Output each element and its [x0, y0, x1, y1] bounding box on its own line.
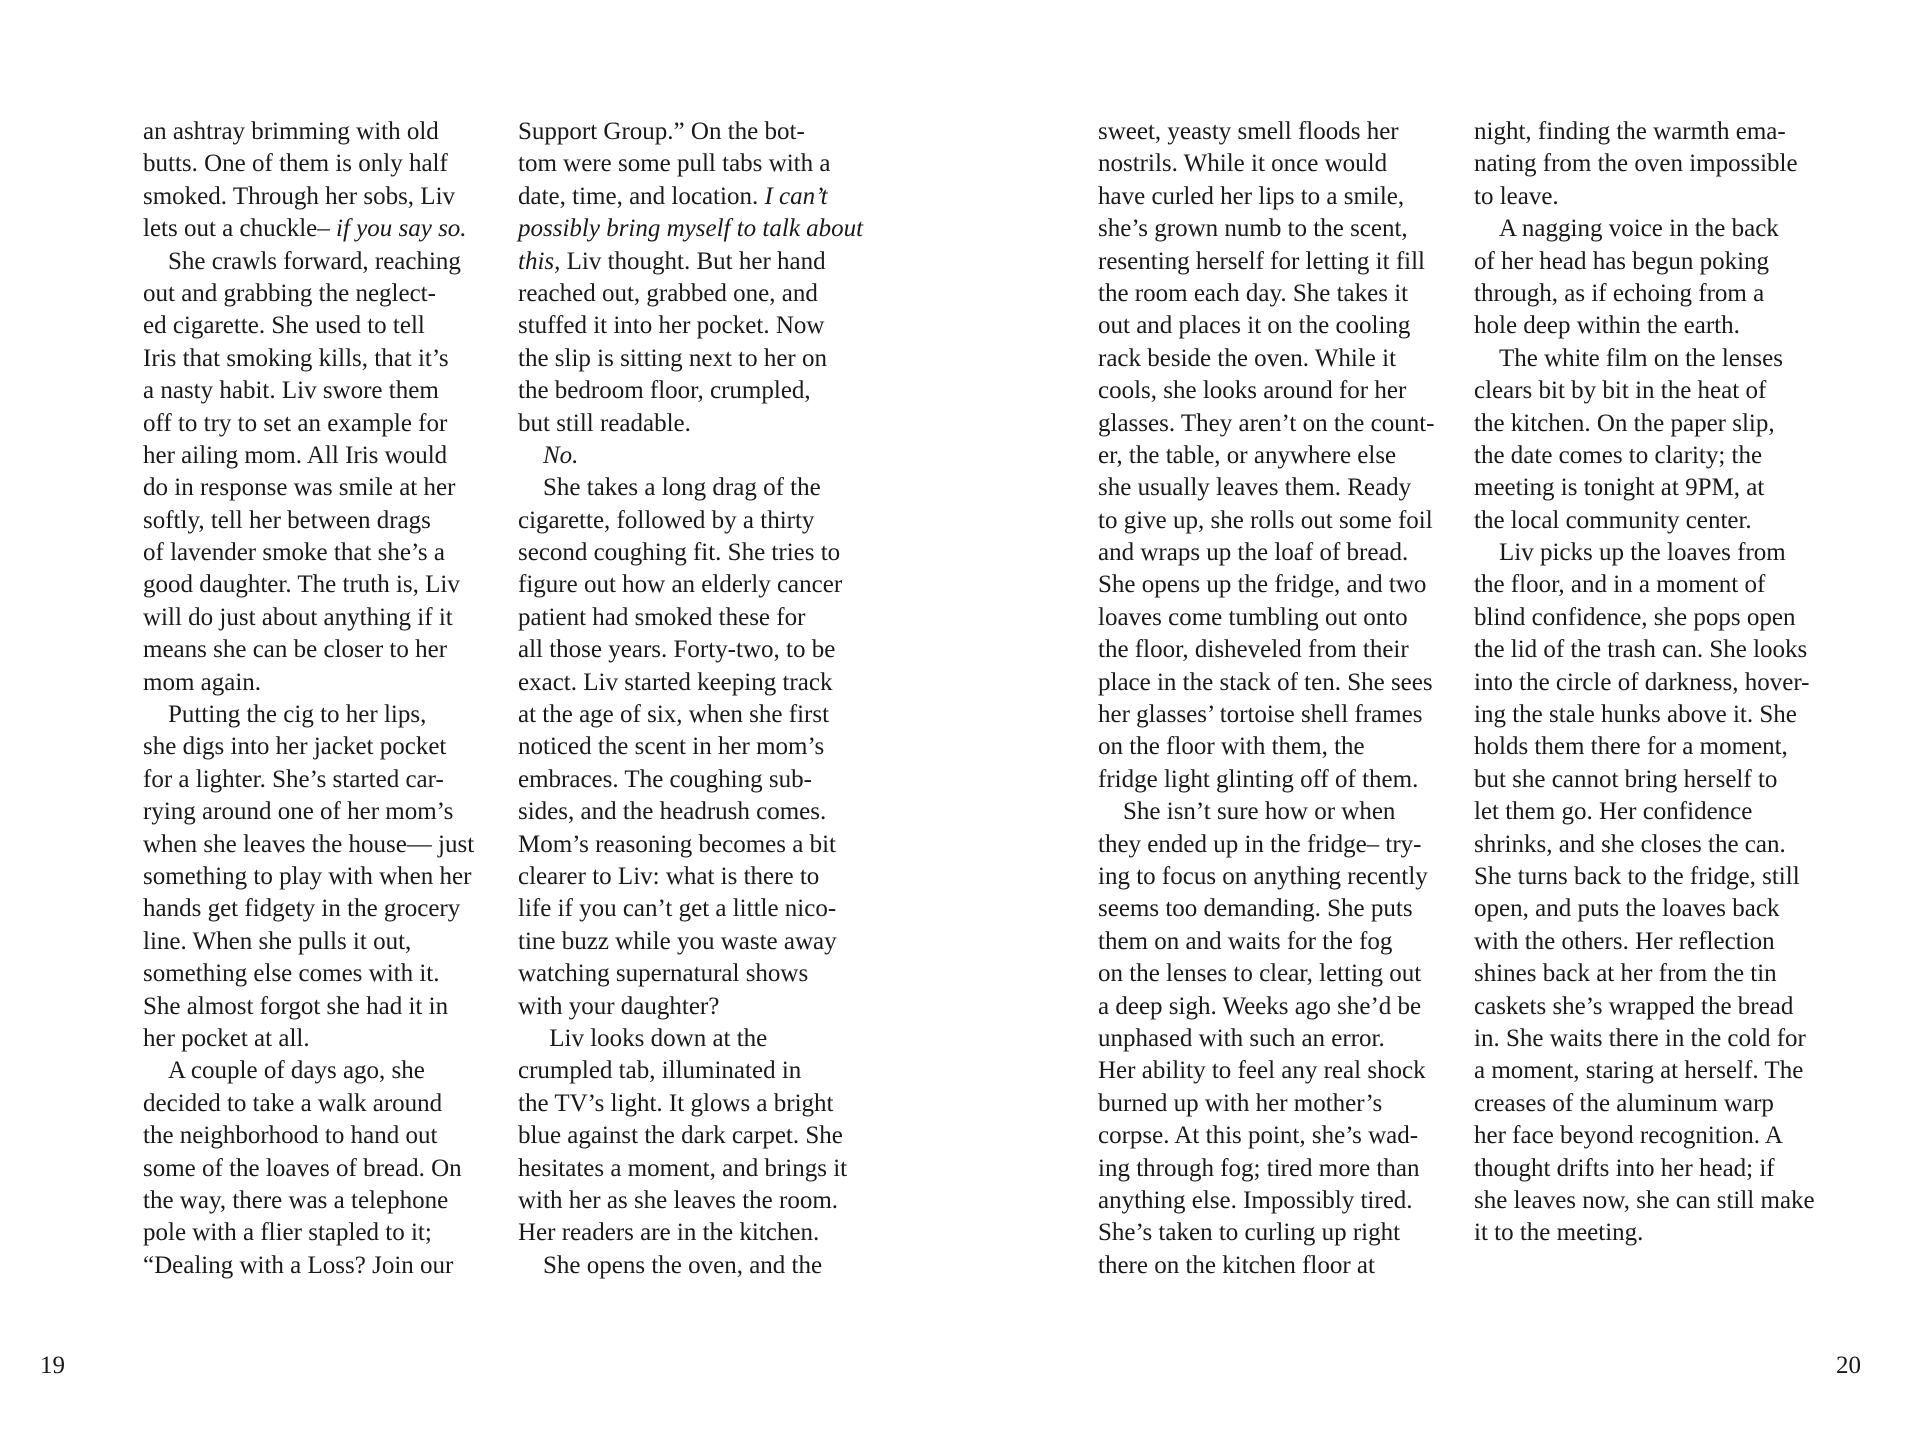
text-run: the floor, and in a moment of: [1474, 571, 1766, 599]
text-run: a nasty habit. Liv swore them: [143, 377, 439, 405]
text-line: [518, 1153, 868, 1185]
text-line: [1474, 958, 1824, 990]
text-run: cigarette, followed by a thirty: [518, 506, 815, 534]
text-line: [1474, 764, 1824, 796]
text-line: [1474, 343, 1824, 375]
text-line: [518, 569, 868, 601]
text-line: [143, 1185, 493, 1217]
text-run: good daughter. The truth is, Liv: [143, 571, 460, 599]
text-run: her glasses’ tortoise shell frames: [1098, 701, 1423, 729]
text-line: [143, 667, 493, 699]
text-line: [1474, 926, 1824, 958]
text-line: [1474, 1153, 1824, 1185]
text-run: into the circle of darkness, hover-: [1474, 668, 1810, 696]
text-line: [1098, 472, 1448, 504]
text-run: shrinks, and she closes the can.: [1474, 830, 1786, 858]
text-run: place in the stack of ten. She sees: [1098, 668, 1433, 696]
text-line: [1474, 893, 1824, 925]
text-line: [1474, 634, 1824, 666]
text-line: [143, 278, 493, 310]
text-run: exact. Liv started keeping track: [518, 668, 833, 696]
text-line: [143, 1120, 493, 1152]
text-run: rack beside the oven. While it: [1098, 344, 1397, 372]
text-run: something else comes with it.: [143, 960, 440, 988]
text-run: with her as she leaves the room.: [518, 1186, 839, 1214]
text-line: [1098, 1217, 1448, 1249]
text-line: [518, 1055, 868, 1087]
text-line: [143, 181, 493, 213]
text-line: [1098, 861, 1448, 893]
text-run: night, finding the warmth ema-: [1474, 118, 1786, 145]
text-run: them on and waits for the fog: [1098, 927, 1393, 955]
page-19-column-2: [518, 116, 868, 1282]
text-run: pole with a flier stapled to it;: [143, 1219, 432, 1247]
text-line: [518, 1120, 868, 1152]
text-run: her pocket at all.: [143, 1024, 310, 1052]
text-run: A couple of days ago, she: [143, 1057, 425, 1085]
text-run: Liv picks up the loaves from: [1474, 539, 1786, 567]
text-line: [518, 991, 868, 1023]
text-line: [143, 893, 493, 925]
text-run: She crawls forward, reaching: [143, 247, 461, 275]
text-run: glasses. They aren’t on the count-: [1098, 409, 1435, 437]
text-line: [518, 505, 868, 537]
text-line: [518, 440, 868, 472]
text-run: A nagging voice in the back: [1474, 215, 1779, 243]
text-run: on the lenses to clear, letting out: [1098, 960, 1422, 988]
text-line: [1474, 1023, 1824, 1055]
text-line: [1098, 569, 1448, 601]
text-line: [143, 731, 493, 763]
text-line: [1474, 213, 1824, 245]
text-line: [518, 278, 868, 310]
text-run: reached out, grabbed one, and: [518, 279, 818, 307]
text-run: mom again.: [143, 668, 262, 696]
text-run: some of the loaves of bread. On: [143, 1154, 462, 1182]
page-number-right: 20: [1836, 1352, 1861, 1379]
text-line: [143, 375, 493, 407]
text-line: [1098, 246, 1448, 278]
text-line: [518, 699, 868, 731]
text-line: [518, 861, 868, 893]
text-run: Her ability to feel any real shock: [1098, 1057, 1426, 1085]
text-run: cools, she looks around for her: [1098, 377, 1407, 405]
text-run: hole deep within the earth.: [1474, 312, 1740, 340]
text-line: [1474, 829, 1824, 861]
text-line: [518, 213, 868, 245]
text-run: ing to focus on anything recently: [1098, 862, 1428, 890]
text-run: her face beyond recognition. A: [1474, 1122, 1783, 1150]
text-line: [518, 408, 868, 440]
text-line: [1474, 148, 1824, 180]
text-line: [518, 893, 868, 925]
text-line: [143, 958, 493, 990]
text-run: she’s grown numb to the scent,: [1098, 215, 1408, 243]
text-run: out and places it on the cooling: [1098, 312, 1411, 340]
text-line: [1098, 375, 1448, 407]
text-run: Iris that smoking kills, that it’s: [143, 344, 449, 372]
text-line: [1474, 1185, 1824, 1217]
text-run: date, time, and location.: [518, 182, 765, 210]
text-run: She turns back to the fridge, still: [1474, 862, 1800, 890]
text-run: a deep sigh. Weeks ago she’d be: [1098, 992, 1422, 1020]
text-line: [1474, 246, 1824, 278]
text-run: the kitchen. On the paper slip,: [1474, 409, 1775, 437]
text-run: resenting herself for letting it fill: [1098, 247, 1425, 275]
text-line: [1098, 440, 1448, 472]
text-line: [1098, 310, 1448, 342]
text-run: “Dealing with a Loss? Join our: [143, 1251, 454, 1279]
text-run: nostrils. While it once would: [1098, 150, 1388, 178]
text-line: [1474, 569, 1824, 601]
text-line: [143, 408, 493, 440]
text-run: the floor, disheveled from their: [1098, 636, 1409, 664]
text-line: [1098, 116, 1448, 148]
text-run: open, and puts the loaves back: [1474, 895, 1780, 923]
text-run: will do just about anything if it: [143, 603, 453, 631]
text-line: [518, 829, 868, 861]
text-line: [143, 861, 493, 893]
text-line: [1098, 1055, 1448, 1087]
text-run: noticed the scent in her mom’s: [518, 733, 825, 761]
text-run: Liv thought. But her hand: [560, 247, 826, 275]
page-number-left: 19: [40, 1352, 65, 1379]
text-run: the local community center.: [1474, 506, 1752, 534]
text-run: of lavender smoke that she’s a: [143, 539, 445, 567]
italic-text: if you say so.: [336, 215, 467, 243]
text-run: clears bit by bit in the heat of: [1474, 377, 1767, 405]
text-run: stuffed it into her pocket. Now: [518, 312, 825, 340]
text-run: means she can be closer to her: [143, 636, 448, 664]
text-line: [143, 926, 493, 958]
italic-text: this,: [518, 247, 561, 275]
text-run: nating from the oven impossible: [1474, 150, 1798, 178]
text-run: clearer to Liv: what is there to: [518, 862, 820, 890]
text-line: [1098, 699, 1448, 731]
text-line: [143, 699, 493, 731]
text-line: [1098, 1250, 1448, 1282]
text-run: loaves come tumbling out onto: [1098, 603, 1408, 631]
text-line: [143, 505, 493, 537]
text-run: with your daughter?: [518, 992, 720, 1020]
text-line: [1474, 667, 1824, 699]
text-line: [518, 602, 868, 634]
text-line: [518, 1185, 868, 1217]
text-line: [1098, 764, 1448, 796]
text-run: corpse. At this point, she’s wad-: [1098, 1122, 1419, 1150]
text-run: an ashtray brimming with old: [143, 118, 439, 145]
text-line: [143, 796, 493, 828]
text-run: with the others. Her reflection: [1474, 927, 1775, 955]
text-line: [1098, 1185, 1448, 1217]
text-run: to give up, she rolls out some foil: [1098, 506, 1433, 534]
page-20-column-2: [1474, 116, 1824, 1250]
text-run: figure out how an elderly cancer: [518, 571, 843, 599]
text-run: sides, and the headrush comes.: [518, 798, 827, 826]
text-run: the slip is sitting next to her on: [518, 344, 828, 372]
text-run: smoked. Through her sobs, Liv: [143, 182, 456, 210]
text-line: [1098, 829, 1448, 861]
text-line: [143, 213, 493, 245]
text-run: meeting is tonight at 9PM, at: [1474, 474, 1765, 502]
text-line: [1098, 1023, 1448, 1055]
text-line: [143, 246, 493, 278]
text-line: [518, 1088, 868, 1120]
text-line: [518, 1217, 868, 1249]
text-line: [1474, 861, 1824, 893]
text-run: er, the table, or anywhere else: [1098, 441, 1397, 469]
text-run: rying around one of her mom’s: [143, 798, 454, 826]
text-run: ed cigarette. She used to tell: [143, 312, 425, 340]
text-run: [518, 442, 543, 469]
page-19-column-1: [143, 116, 493, 1282]
text-run: she leaves now, she can still make: [1474, 1186, 1815, 1214]
text-line: [518, 375, 868, 407]
text-run: burned up with her mother’s: [1098, 1089, 1383, 1117]
italic-text: I can’t: [764, 182, 828, 210]
text-line: [1474, 440, 1824, 472]
text-run: patient had smoked these for: [518, 603, 806, 631]
text-run: Putting the cig to her lips,: [143, 701, 427, 729]
text-run: seems too demanding. She puts: [1098, 895, 1413, 923]
text-line: [518, 1023, 868, 1055]
text-run: She almost forgot she had it in: [143, 992, 449, 1020]
text-line: [518, 537, 868, 569]
text-line: [1098, 1153, 1448, 1185]
text-line: [1098, 634, 1448, 666]
text-line: [1474, 796, 1824, 828]
text-run: the neighborhood to hand out: [143, 1122, 438, 1150]
text-line: [1474, 602, 1824, 634]
text-run: her ailing mom. All Iris would: [143, 441, 448, 469]
text-run: caskets she’s wrapped the bread: [1474, 992, 1794, 1020]
text-run: The white film on the lenses: [1474, 344, 1783, 372]
text-line: [518, 1250, 868, 1282]
text-run: when she leaves the house— just: [143, 830, 475, 858]
text-line: [1098, 602, 1448, 634]
text-line: [1098, 1088, 1448, 1120]
text-line: [1098, 213, 1448, 245]
text-run: embraces. The coughing sub-: [518, 765, 812, 793]
text-run: Support Group.” On the bot-: [518, 118, 805, 145]
text-run: all those years. Forty-two, to be: [518, 636, 836, 664]
text-line: [1098, 408, 1448, 440]
text-line: [1474, 1088, 1824, 1120]
text-run: on the floor with them, the: [1098, 733, 1365, 761]
text-run: second coughing fit. She tries to: [518, 539, 841, 567]
text-line: [518, 310, 868, 342]
text-line: [1098, 181, 1448, 213]
text-line: [1098, 926, 1448, 958]
text-line: [143, 343, 493, 375]
text-run: the lid of the trash can. She looks: [1474, 636, 1808, 664]
text-run: watching supernatural shows: [518, 960, 809, 988]
text-run: anything else. Impossibly tired.: [1098, 1186, 1413, 1214]
text-run: hesitates a moment, and brings it: [518, 1154, 848, 1182]
text-run: there on the kitchen floor at: [1098, 1251, 1375, 1279]
text-run: Mom’s reasoning becomes a bit: [518, 830, 836, 858]
text-run: to leave.: [1474, 182, 1559, 210]
text-run: have curled her lips to a smile,: [1098, 182, 1405, 210]
text-run: ing through fog; tired more than: [1098, 1154, 1420, 1182]
text-run: She’s taken to curling up right: [1098, 1219, 1401, 1247]
text-run: thought drifts into her head; if: [1474, 1154, 1775, 1182]
text-line: [518, 181, 868, 213]
page-20-column-1: [1098, 116, 1448, 1282]
text-line: [143, 1088, 493, 1120]
text-line: [1098, 278, 1448, 310]
text-line: [1474, 1055, 1824, 1087]
text-line: [1474, 408, 1824, 440]
text-line: [1098, 148, 1448, 180]
text-line: [1474, 991, 1824, 1023]
text-run: out and grabbing the neglect-: [143, 279, 436, 307]
text-line: [518, 667, 868, 699]
text-run: crumpled tab, illuminated in: [518, 1057, 802, 1085]
text-line: [143, 472, 493, 504]
text-line: [1474, 731, 1824, 763]
text-line: [143, 440, 493, 472]
text-line: [143, 1153, 493, 1185]
text-line: [1474, 1120, 1824, 1152]
text-run: blind confidence, she pops open: [1474, 603, 1796, 631]
text-run: she digs into her jacket pocket: [143, 733, 447, 761]
text-line: [143, 116, 493, 148]
text-run: and wraps up the loaf of bread.: [1098, 539, 1409, 567]
text-line: [143, 1055, 493, 1087]
text-line: [518, 634, 868, 666]
text-line: [1474, 1217, 1824, 1249]
text-run: but she cannot bring herself to: [1474, 765, 1778, 793]
text-line: [518, 926, 868, 958]
text-run: lets out a chuckle–: [143, 215, 336, 243]
text-line: [1474, 472, 1824, 504]
text-run: through, as if echoing from a: [1474, 279, 1765, 307]
text-line: [1098, 505, 1448, 537]
text-line: [1474, 181, 1824, 213]
text-run: a moment, staring at herself. The: [1474, 1057, 1804, 1085]
text-line: [1098, 1120, 1448, 1152]
text-run: shines back at her from the tin: [1474, 960, 1777, 988]
text-run: softly, tell her between drags: [143, 506, 431, 534]
text-line: [518, 246, 868, 278]
text-line: [1474, 116, 1824, 148]
text-run: but still readable.: [518, 409, 691, 437]
text-run: holds them there for a moment,: [1474, 733, 1788, 761]
text-run: ing the stale hunks above it. She: [1474, 701, 1797, 729]
text-line: [518, 472, 868, 504]
text-line: [143, 829, 493, 861]
text-line: [143, 569, 493, 601]
text-line: [1474, 505, 1824, 537]
text-run: let them go. Her confidence: [1474, 798, 1753, 826]
text-line: [143, 148, 493, 180]
text-line: [143, 991, 493, 1023]
text-run: the room each day. She takes it: [1098, 279, 1409, 307]
text-line: [143, 1217, 493, 1249]
text-line: [518, 764, 868, 796]
text-line: [1474, 537, 1824, 569]
text-run: blue against the dark carpet. She: [518, 1122, 843, 1150]
text-line: [143, 537, 493, 569]
text-run: something to play with when her: [143, 862, 472, 890]
text-run: the date comes to clarity; the: [1474, 441, 1763, 469]
text-run: line. When she pulls it out,: [143, 927, 412, 955]
text-line: [1098, 991, 1448, 1023]
text-run: the bedroom floor, crumpled,: [518, 377, 811, 405]
text-line: [1098, 796, 1448, 828]
text-run: they ended up in the fridge– try-: [1098, 830, 1422, 858]
text-line: [518, 796, 868, 828]
text-line: [1474, 699, 1824, 731]
text-run: for a lighter. She’s started car-: [143, 765, 444, 793]
text-run: life if you can’t get a little nico-: [518, 895, 837, 923]
text-run: fridge light glinting off of them.: [1098, 765, 1419, 793]
text-line: [143, 1250, 493, 1282]
text-run: She takes a long drag of the: [518, 474, 821, 502]
text-line: [518, 116, 868, 148]
text-run: sweet, yeasty smell floods her: [1098, 118, 1399, 145]
text-line: [518, 731, 868, 763]
text-run: do in response was smile at her: [143, 474, 456, 502]
text-run: the TV’s light. It glows a bright: [518, 1089, 834, 1117]
text-run: unphased with such an error.: [1098, 1024, 1385, 1052]
text-run: tine buzz while you waste away: [518, 927, 837, 955]
text-line: [1098, 731, 1448, 763]
text-line: [1098, 667, 1448, 699]
text-run: off to try to set an example for: [143, 409, 448, 437]
italic-text: No.: [543, 441, 579, 469]
text-line: [143, 764, 493, 796]
text-line: [1098, 343, 1448, 375]
text-run: at the age of six, when she first: [518, 701, 830, 729]
text-run: butts. One of them is only half: [143, 150, 448, 178]
text-run: She opens the oven, and the: [518, 1251, 823, 1279]
text-line: [1474, 375, 1824, 407]
text-run: She isn’t sure how or when: [1098, 798, 1396, 826]
text-line: [143, 1023, 493, 1055]
text-run: Liv looks down at the: [518, 1024, 768, 1052]
text-line: [518, 343, 868, 375]
text-line: [518, 958, 868, 990]
text-run: decided to take a walk around: [143, 1089, 443, 1117]
text-run: of her head has begun poking: [1474, 247, 1770, 275]
text-run: creases of the aluminum warp: [1474, 1089, 1774, 1117]
text-run: it to the meeting.: [1474, 1219, 1644, 1247]
text-run: the way, there was a telephone: [143, 1186, 449, 1214]
italic-text: possibly bring myself to talk about: [518, 215, 864, 243]
text-run: she usually leaves them. Ready: [1098, 474, 1412, 502]
text-line: [1474, 310, 1824, 342]
text-run: She opens up the fridge, and two: [1098, 571, 1427, 599]
text-line: [143, 310, 493, 342]
text-line: [1098, 537, 1448, 569]
text-run: hands get fidgety in the grocery: [143, 895, 461, 923]
text-line: [143, 634, 493, 666]
text-line: [518, 148, 868, 180]
text-line: [1474, 278, 1824, 310]
text-run: Her readers are in the kitchen.: [518, 1219, 820, 1247]
text-line: [1098, 958, 1448, 990]
text-line: [143, 602, 493, 634]
text-run: tom were some pull tabs with a: [518, 150, 831, 178]
text-line: [1098, 893, 1448, 925]
text-run: in. She waits there in the cold for: [1474, 1024, 1806, 1052]
